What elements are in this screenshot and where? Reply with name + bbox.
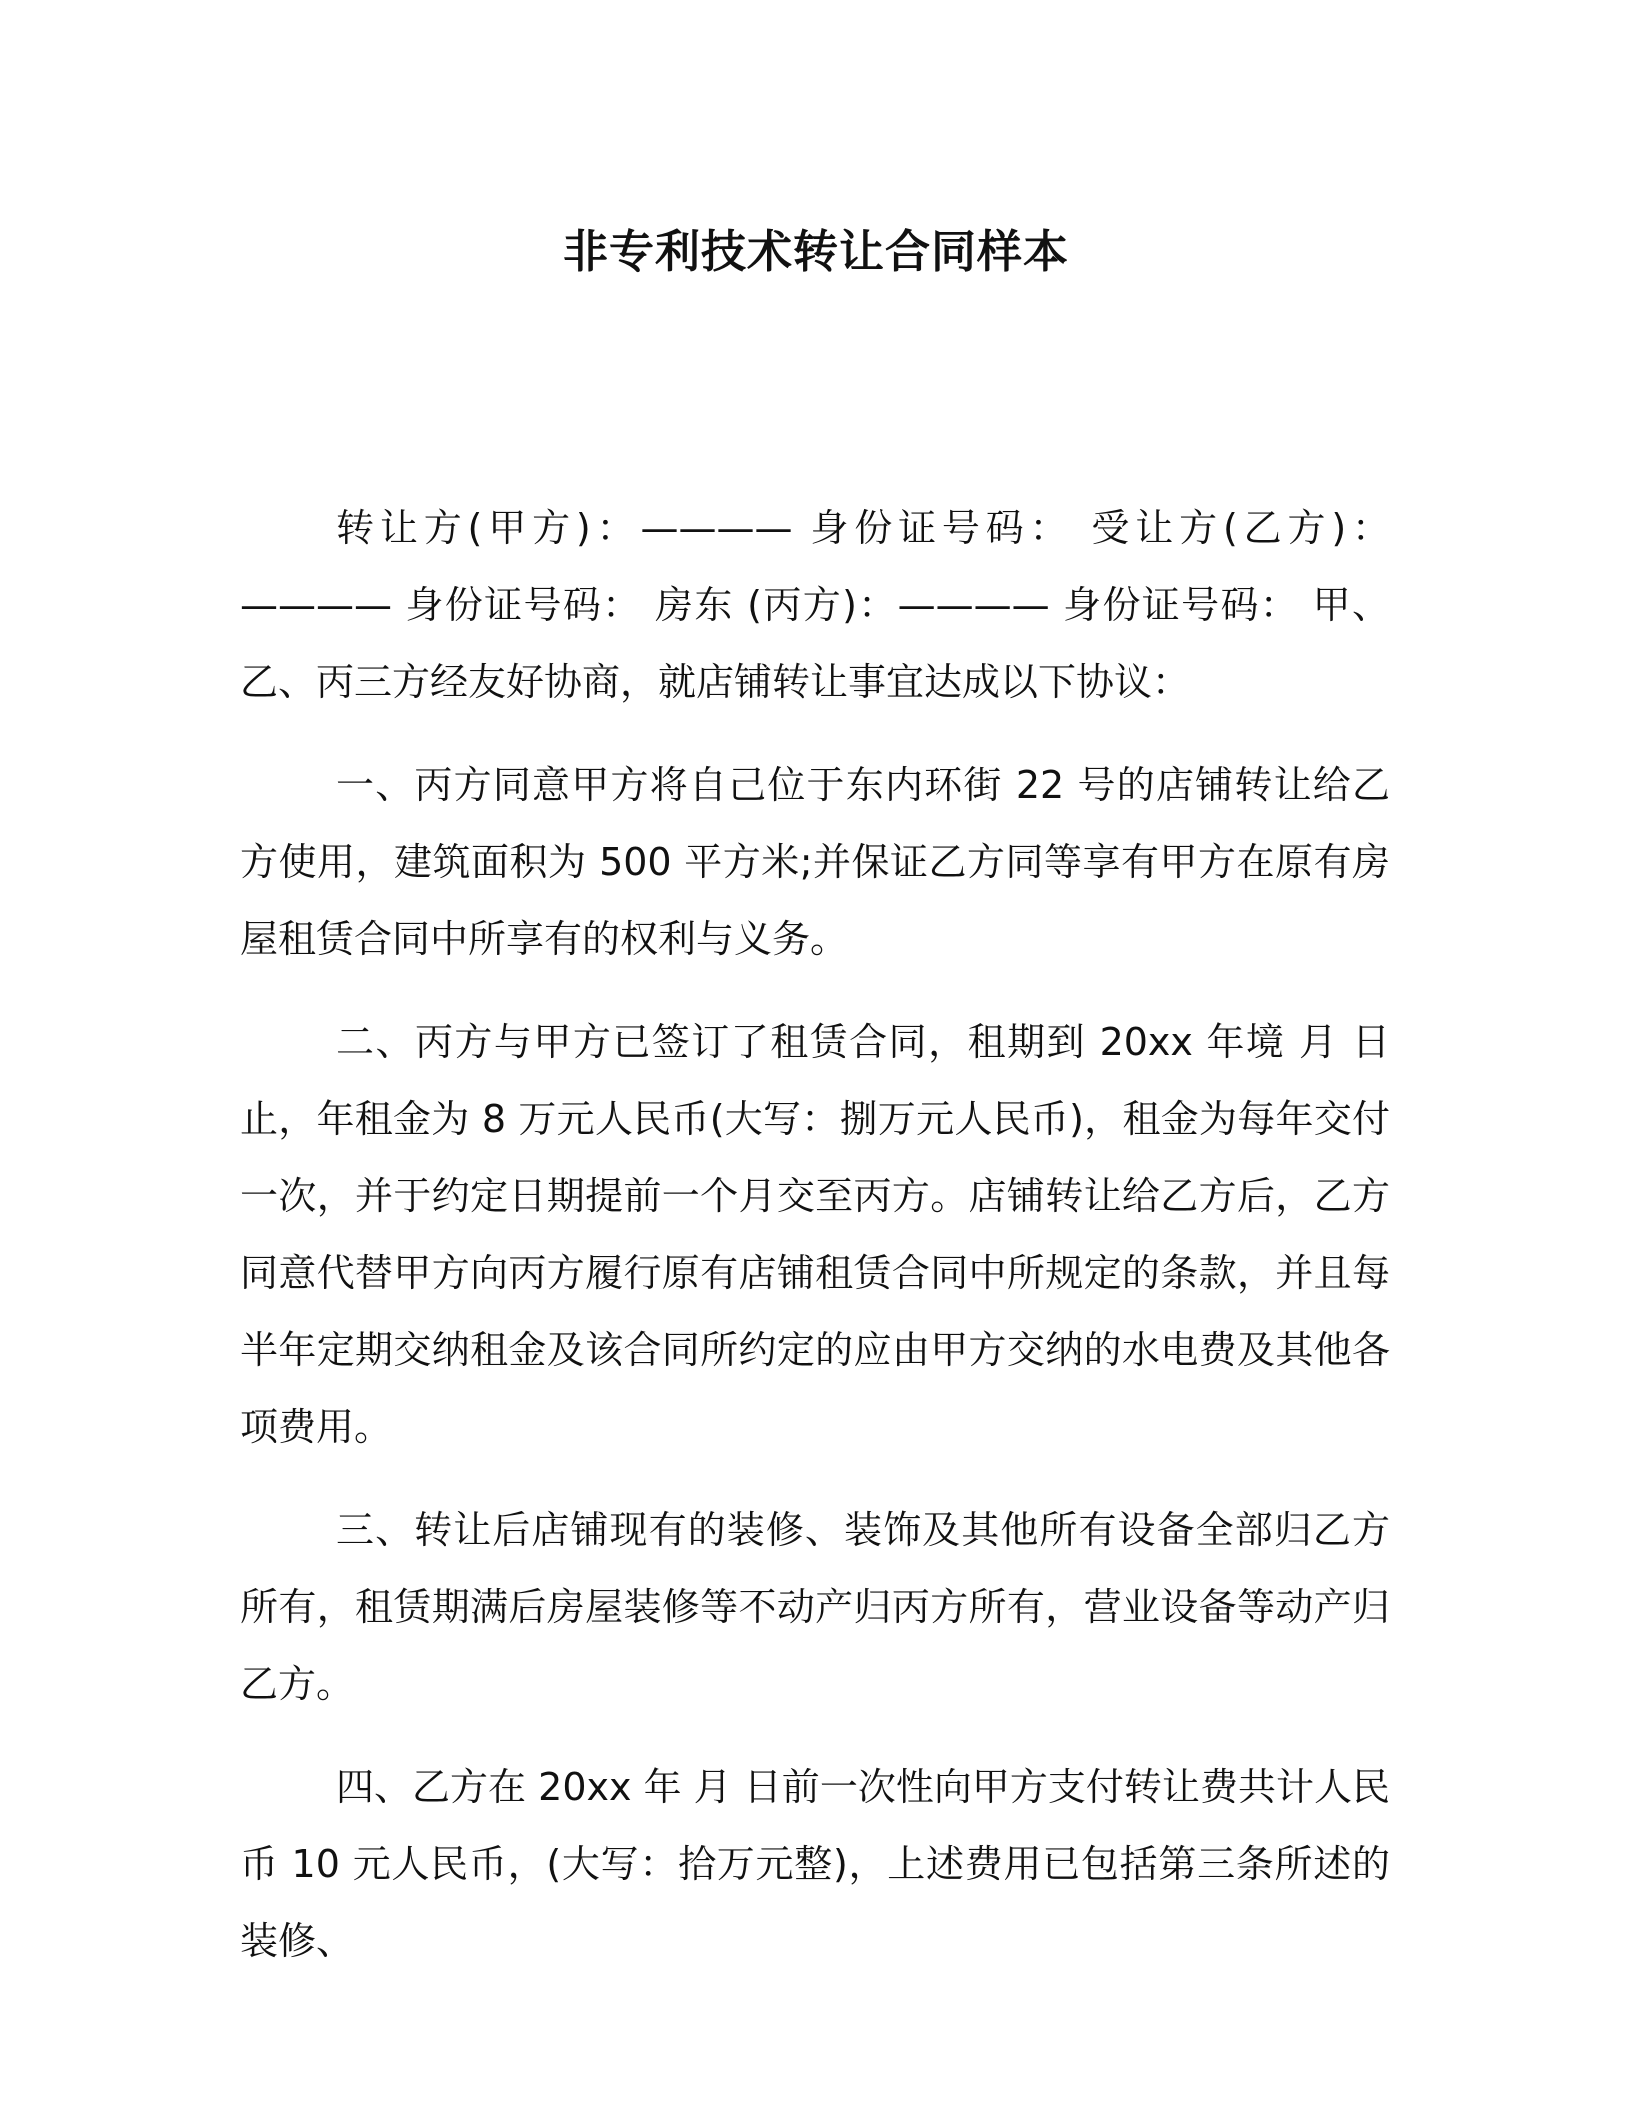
document-body <box>240 490 1390 2006</box>
paragraph-clause-2: 二、丙方与甲方已签订了租赁合同，租期到 20xx 年境 月 日止，年租金为 8 万元人民币(大写：捌万元人民币)，租金为每年交付一次，并于约定日期提前一个月交至丙方。店铺转让给乙方后，乙方同意代替甲方向丙方履行原有店铺租赁合同中所规定的条款，并且每半年定期交纳租金及该合同所约定的应由甲方交纳的水电费及其他各项费用。 <box>240 1020 1390 1449</box>
paragraph-clause-1: 一、丙方同意甲方将自己位于东内环街 22 号的店铺转让给乙方使用，建筑面积为 500 平方米;并保证乙方同等享有甲方在原有房屋租赁合同中所享有的权利与义务。 <box>240 763 1390 961</box>
paragraph-clause-4: 四、乙方在 20xx 年 月 日前一次性向甲方支付转让费共计人民币 10 元人民币，(大写：拾万元整)，上述费用已包括第三条所述的装修、 <box>240 1765 1390 1963</box>
document-title: 非专利技术转让合同样本 <box>562 225 1069 278</box>
paragraph-parties: 转让方(甲方)：———— 身份证号码： 受让方(乙方)：———— 身份证号码： 房东 (丙方)：———— 身份证号码： 甲、乙、丙三方经友好协商，就店铺转让事宜达成以下协议： <box>240 506 1390 704</box>
paragraph-clause-3: 三、转让后店铺现有的装修、装饰及其他所有设备全部归乙方所有，租赁期满后房屋装修等不动产归丙方所有，营业设备等动产归乙方。 <box>240 1508 1390 1706</box>
